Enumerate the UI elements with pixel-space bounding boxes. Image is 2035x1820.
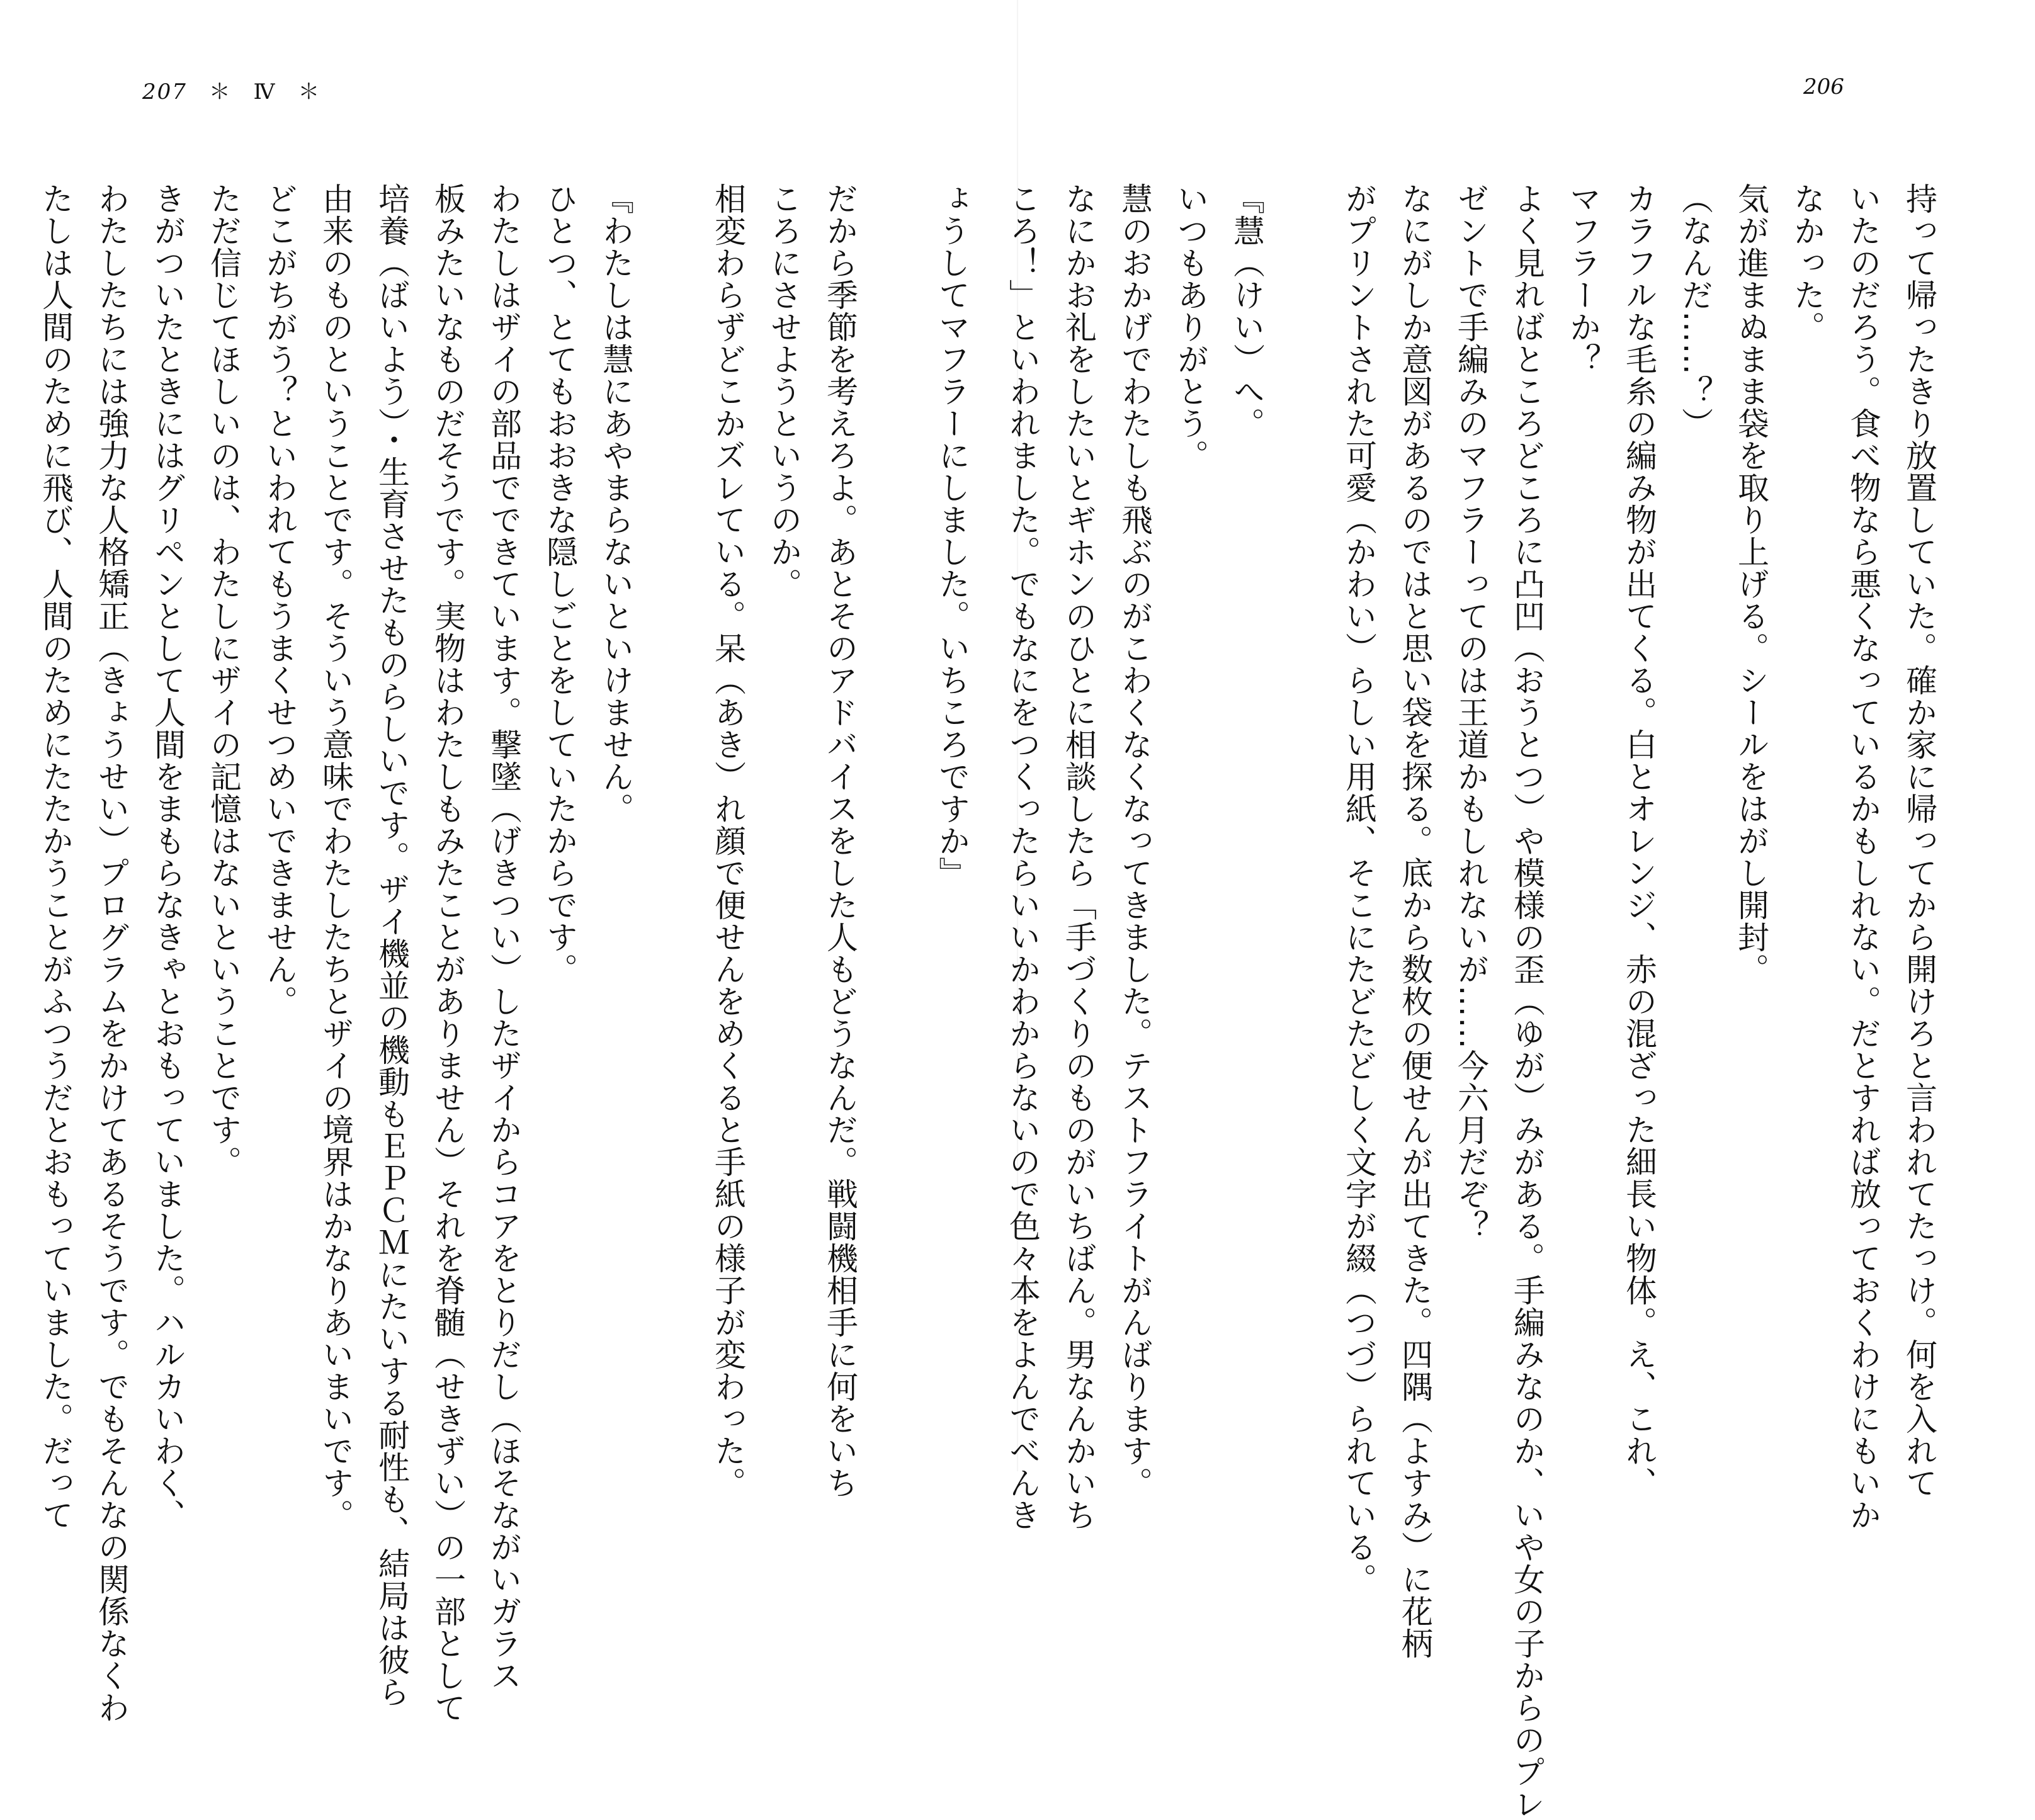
- text-line: たしは人間のために飛び、人間のためにたたかうことがふつうだとおもっていました。だって: [37, 183, 74, 1531]
- text-line: がプリントされた可愛（かわい）らしい用紙、そこにたどたどしく文字が綴（つづ）られている。: [1341, 183, 1377, 1595]
- text-line: マフラーか？: [1565, 183, 1601, 375]
- left-page-body: [37, 183, 980, 1724]
- text-line: わたしたちには強力な人格矯正（きょうせい）プログラムをかけてあるそうです。でもそんなの関係なくわ: [93, 183, 130, 1724]
- text-line: いつもありがとう。: [1172, 183, 1209, 472]
- text-line: だから季節を考えろよ。あとそのアドバイスをした人もどうなんだ。戦闘機相手に何をいち: [822, 183, 858, 1499]
- text-line: なにがしか意図があるのではと思い袋を探る。底から数枚の便せんが出てきた。四隅（よすみ）に花柄: [1397, 183, 1433, 1659]
- text-line: よく見ればところどころに凸凹（おうとつ）や模様の歪（ゆが）みがある。手編みなのか、いや女の子からのプレ: [1509, 183, 1545, 1820]
- header-asterisk-2: ＊: [298, 79, 321, 105]
- text-line: ころ！」といわれました。でもなにをつくったらいいかわからないので色々本をよんでべんき: [1004, 183, 1041, 1531]
- header-asterisk-1: ＊: [208, 79, 232, 105]
- text-line: 『慧（けい）へ。: [1228, 183, 1265, 439]
- left-page-header: [142, 74, 334, 105]
- left-page: [0, 0, 1018, 1724]
- text-line: なにかお礼をしたいとギホンのひとに相談したら「手づくりのものがいちばん。男なんかいち: [1060, 183, 1097, 1531]
- text-line: 板みたいなものだそうです。実物はわたしもみたことがありません）それを脊髄（せきずい）の一部として: [429, 183, 466, 1724]
- right-page-number: 206: [1803, 74, 1844, 99]
- text-line: ょうしてマフラーにしました。いちころですか』: [934, 183, 970, 889]
- text-line: 『わたしは慧にあやまらないといけません。: [598, 183, 634, 825]
- chapter-numeral: Ⅳ: [253, 79, 276, 105]
- text-line: なかった。: [1789, 183, 1825, 343]
- blank-line: [868, 183, 924, 1404]
- text-line: 由来のものということです。そういう意味でわたしたちとザイの境界はかなりあいまいです。: [317, 183, 354, 1531]
- text-line: わたしはザイの部品でできています。撃墜（げきつい）したザイからコアをとりだし（ほそながいガラス: [485, 183, 522, 1692]
- blank-line: [643, 183, 700, 1404]
- left-page-number: 207: [142, 79, 187, 105]
- text-line: 培養（ばいよう）・生育させたものらしいです。ザイ機並の機動もＥＰＣＭにたいする耐性も、結局は彼ら: [373, 183, 410, 1708]
- text-line: どこがちがう？といわれてもうまくせつめいできません。: [261, 183, 298, 1017]
- text-line: 気が進まぬまま袋を取り上げる。シールをはがし開封。: [1733, 183, 1769, 985]
- text-line: 相変わらずどこかズレている。呆（あき）れ顔で便せんをめくると手紙の様子が変わった。: [710, 183, 746, 1499]
- text-line: （なんだ……？）: [1677, 183, 1713, 439]
- text-line: 慧のおかげでわたしも飛ぶのがこわくなくなってきました。テストフライトがんばります。: [1116, 183, 1153, 1499]
- text-line: きがついたときにはグリペンとして人間をまもらなきゃとおもっていました。ハルカいわく、: [149, 183, 186, 1531]
- text-line: ころにさせようというのか。: [766, 183, 802, 600]
- text-line: いたのだろう。食べ物なら悪くなっているかもしれない。だとすれば放っておくわけにもいか: [1845, 183, 1881, 1531]
- text-line: カラフルな毛糸の編み物が出てくる。白とオレンジ、赤の混ざった細長い物体。え、これ、: [1621, 183, 1657, 1499]
- text-line: ゼントで手編みのマフラーってのは王道かもしれないが……今六月だぞ？: [1453, 183, 1489, 1242]
- right-page: [1004, 0, 2035, 1820]
- text-line: ただ信じてほしいのは、わたしにザイの記憶はないということです。: [205, 183, 242, 1178]
- text-line: 持って帰ったきり放置していた。確か家に帰ってから開けろと言われてたっけ。何を入れて: [1901, 183, 1937, 1499]
- blank-line: [1274, 183, 1330, 1404]
- right-page-body: [1004, 183, 1947, 1820]
- text-line: ひとつ、とてもおおきな隠しごとをしていたからです。: [541, 183, 578, 985]
